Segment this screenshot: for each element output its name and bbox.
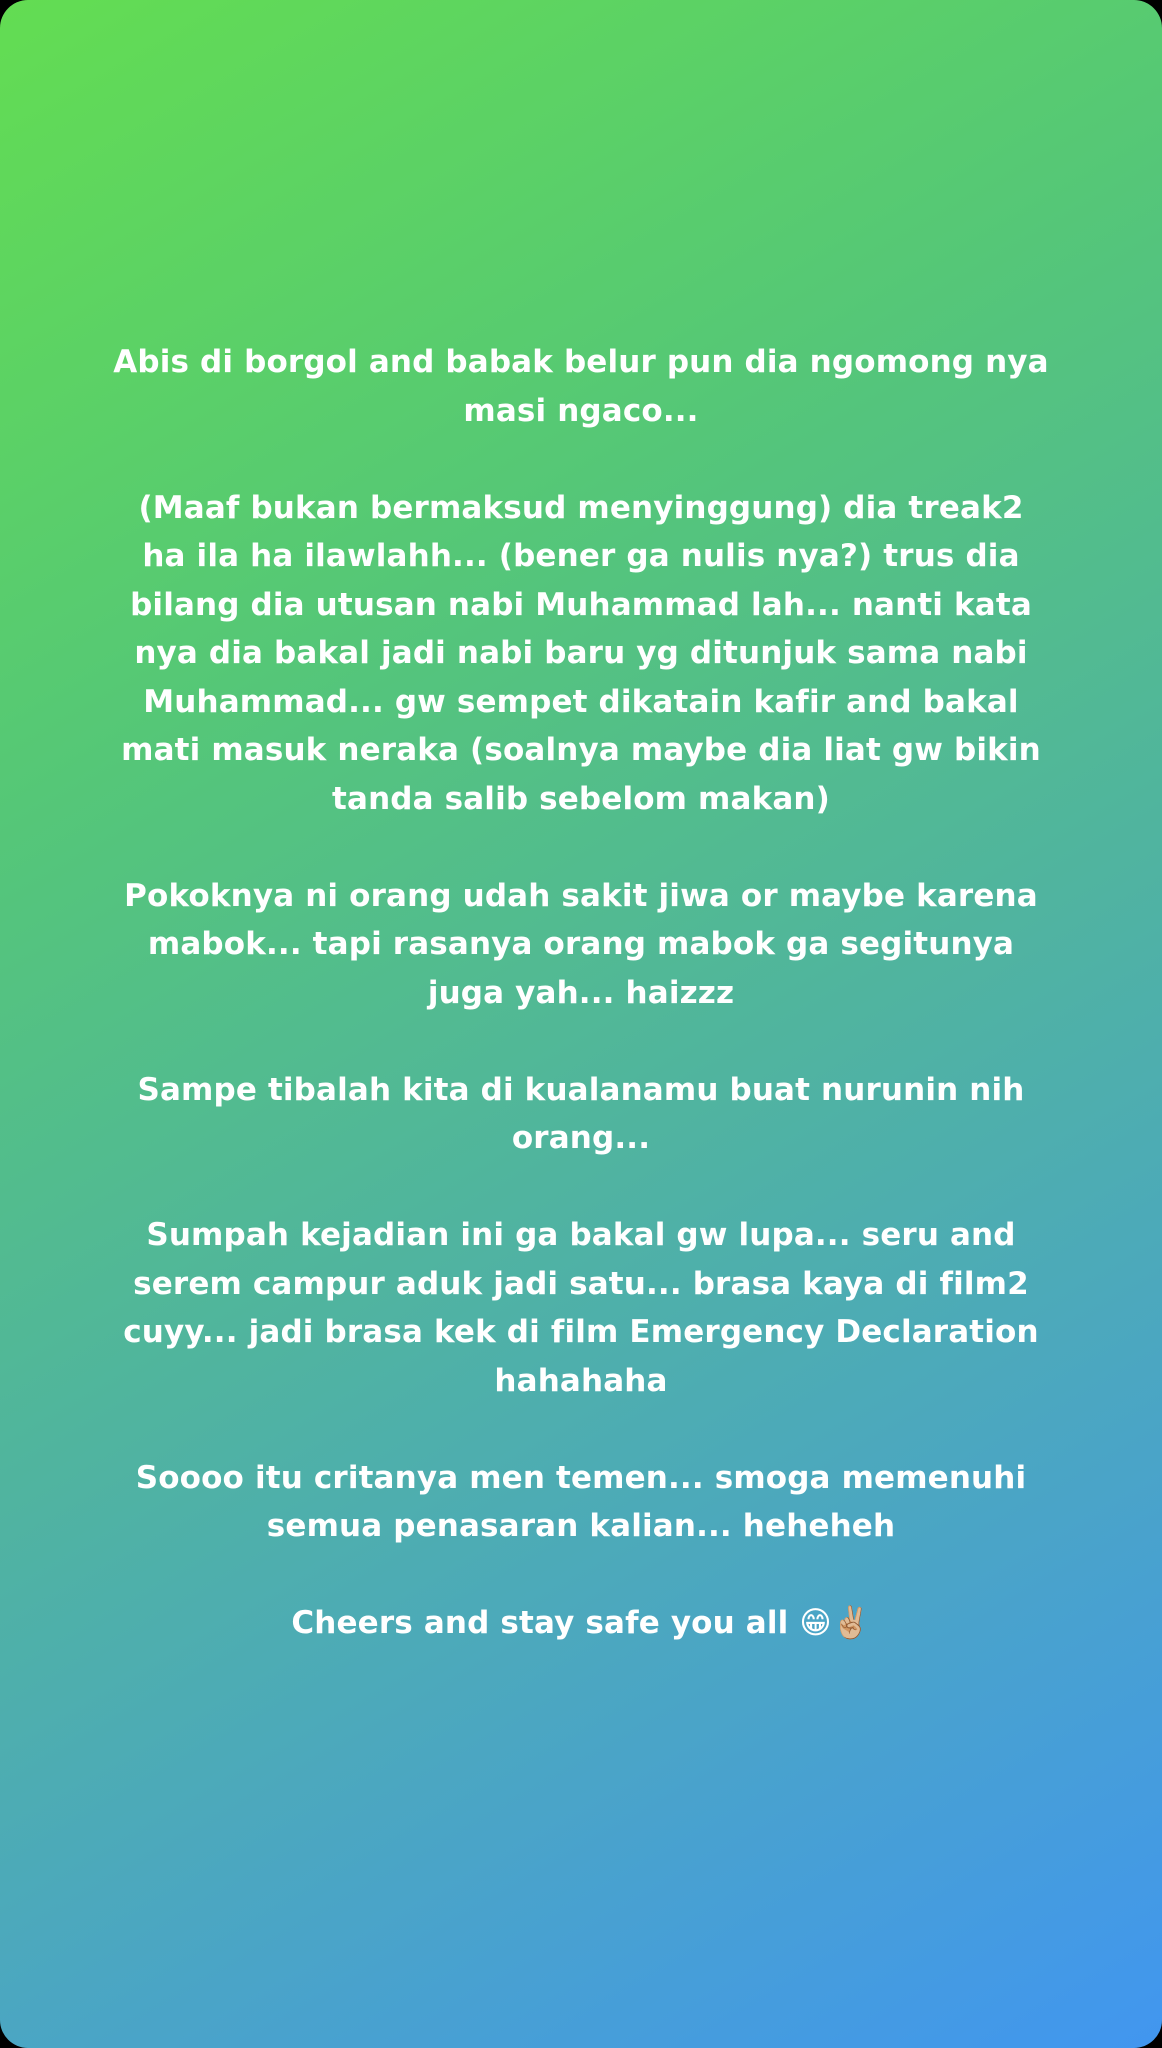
- text-line: mati masuk neraka (soalnya maybe dia liat gw bikin: [121, 732, 1041, 768]
- text-line: mabok... tapi rasanya orang mabok ga segitunya: [147, 926, 1015, 962]
- text-line: Soooo itu critanya men temen... smoga memenuhi: [135, 1459, 1027, 1496]
- text-line: Sumpah kejadian ini ga bakal gw lupa... seru and: [146, 1217, 1016, 1253]
- text-line: Sampe tibalah kita di kualanamu buat nurunin nih: [137, 1071, 1025, 1108]
- text-line: bilang dia utusan nabi Muhammad lah... nanti kata: [130, 586, 1032, 623]
- text-line: tanda salib sebelom makan): [332, 780, 830, 817]
- text-line: juga yah... haizzz: [427, 974, 735, 1011]
- victory-hand-icon: ✌🏼: [831, 1605, 871, 1641]
- paragraph-3: [60, 872, 1102, 1018]
- text-line: Pokoknya ni orang udah sakit jiwa or maybe karena: [124, 877, 1038, 914]
- text-line: ha ila ha ilawlahh... (bener ga nulis nya?) trus dia: [142, 538, 1020, 574]
- text-line: (Maaf bukan bermaksud menyinggung) dia treak2: [138, 489, 1024, 526]
- paragraph-2: [60, 484, 1102, 824]
- paragraph-6: [60, 1454, 1102, 1551]
- text-line: serem campur aduk jadi satu... brasa kaya di film2: [133, 1265, 1029, 1302]
- text-line: cuyy... jadi brasa kek di film Emergency Declaration: [123, 1314, 1039, 1350]
- paragraph-5: [60, 1211, 1102, 1405]
- text-line: Muhammad... gw sempet dikatain kafir and bakal: [143, 683, 1019, 720]
- grinning-face-icon: 😁: [799, 1605, 832, 1641]
- text-line: nya dia bakal jadi nabi baru yg ditunjuk sama nabi: [134, 635, 1028, 671]
- text-line: orang...: [511, 1120, 651, 1156]
- closing-line: [60, 1599, 1102, 1648]
- closing-text: Cheers and stay safe you all: [291, 1605, 789, 1641]
- text-line: hahahaha: [494, 1362, 668, 1399]
- story-text-block: [60, 338, 1102, 1648]
- text-line: masi ngaco...: [463, 392, 699, 429]
- paragraph-4: [60, 1066, 1102, 1163]
- paragraph-1: [60, 338, 1102, 435]
- text-line: Abis di borgol and babak belur pun dia ngomong nya: [113, 344, 1049, 380]
- text-line: semua penasaran kalian... heheheh: [266, 1508, 896, 1544]
